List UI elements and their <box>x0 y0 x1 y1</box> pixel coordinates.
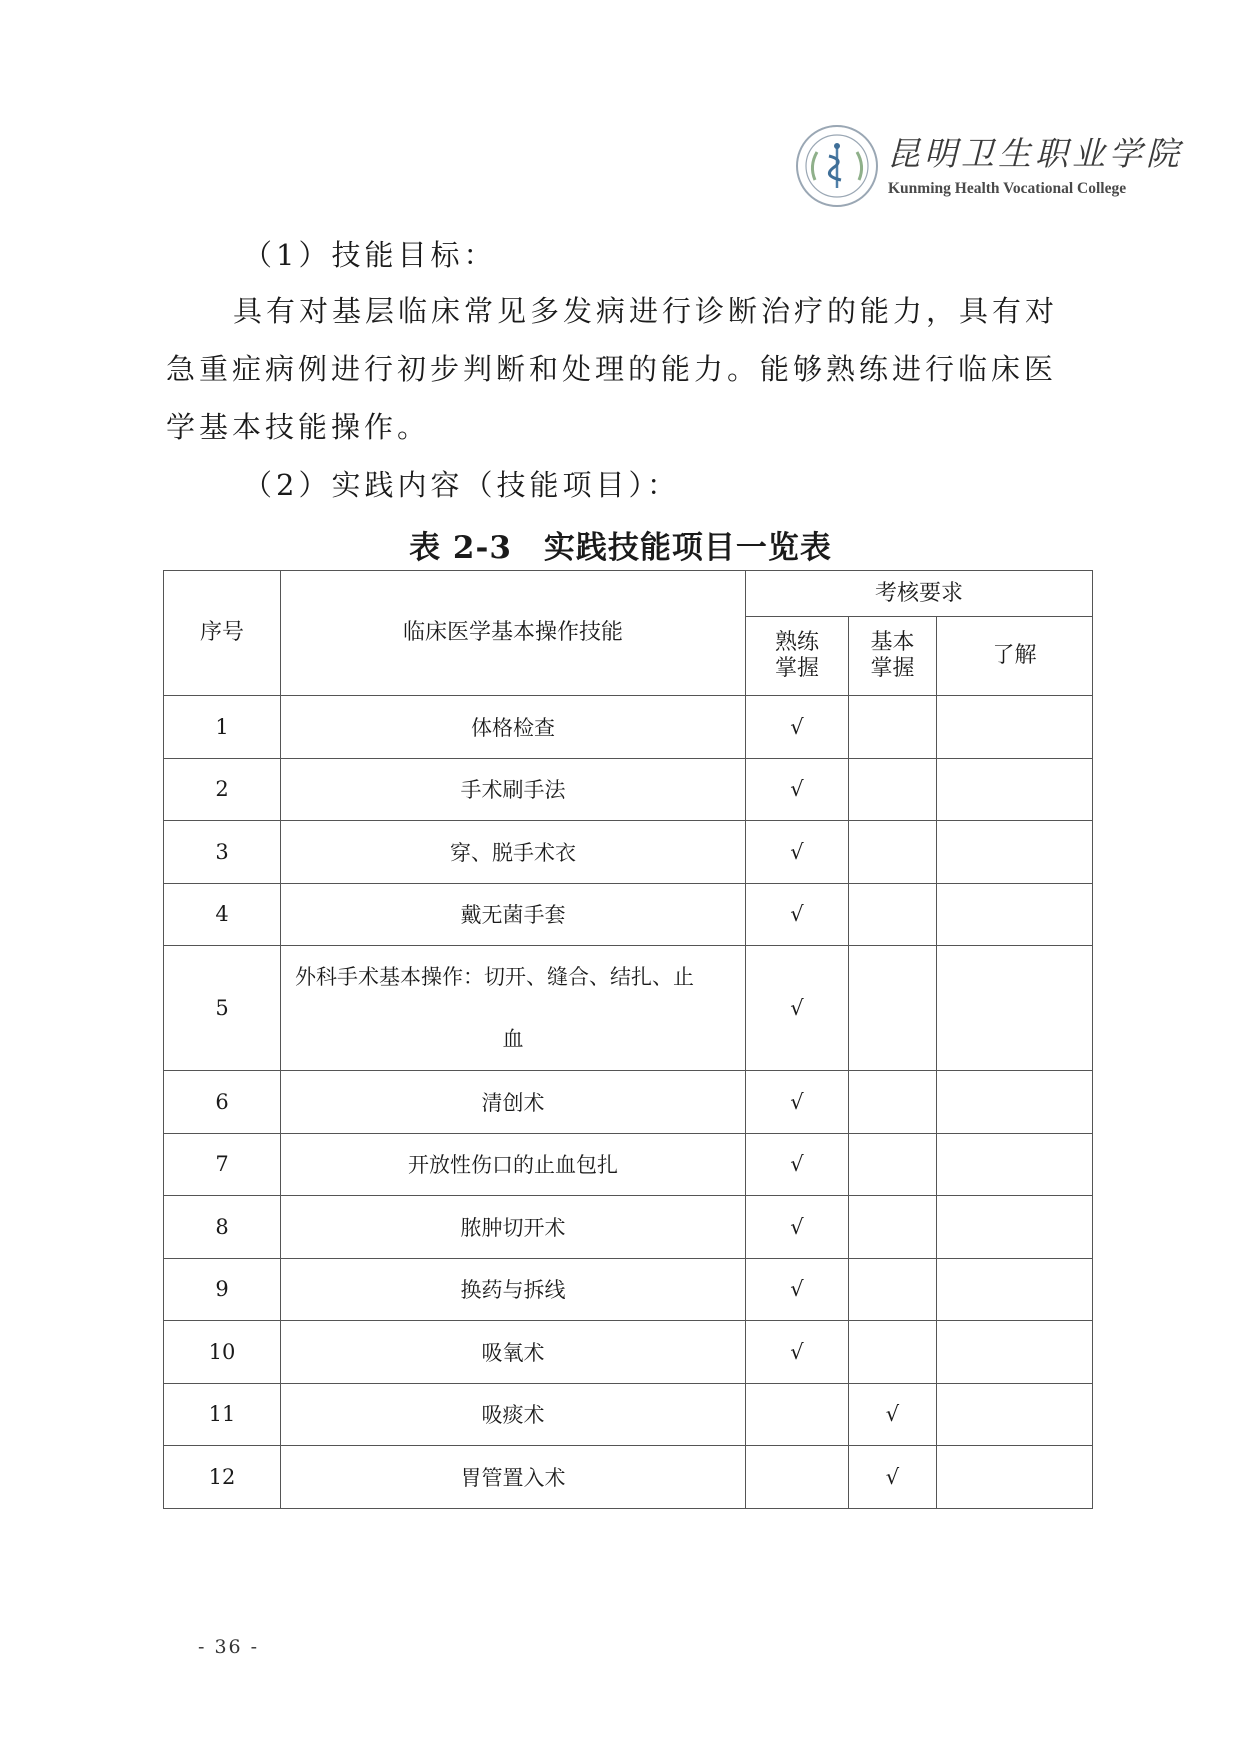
row-basic-mark <box>849 946 937 1071</box>
row-skill <box>281 946 746 1071</box>
table-row <box>164 1258 1093 1321</box>
row-number: 1 <box>164 696 281 759</box>
row-proficient-mark: √ <box>746 821 849 884</box>
row-number: 2 <box>164 758 281 821</box>
row-skill: 脓肿切开术 <box>281 1196 746 1259</box>
table-row <box>164 883 1093 946</box>
skill-goal-heading: （1）技能目标： <box>243 238 497 272</box>
row-number: 10 <box>164 1321 281 1384</box>
row-skill: 吸痰术 <box>281 1383 746 1446</box>
header-basic-line2: 掌握 <box>870 656 915 681</box>
row-basic-mark <box>849 821 937 884</box>
row-skill: 体格检查 <box>281 696 746 759</box>
row-basic-mark <box>849 696 937 759</box>
row-basic-mark <box>849 1321 937 1384</box>
header-basic-line1: 基本 <box>870 630 915 655</box>
row-proficient-mark: √ <box>746 758 849 821</box>
row-proficient-mark: √ <box>746 1258 849 1321</box>
college-seal-icon <box>795 124 879 208</box>
table-row <box>164 696 1093 759</box>
row-skill: 戴无菌手套 <box>281 883 746 946</box>
page-number: - 36 - <box>198 1636 260 1658</box>
row-skill: 穿、脱手术衣 <box>281 821 746 884</box>
row-understand-mark <box>937 1258 1093 1321</box>
header-index: 序号 <box>164 571 281 696</box>
row-understand-mark <box>937 1446 1093 1509</box>
row-number: 7 <box>164 1133 281 1196</box>
row-number: 11 <box>164 1383 281 1446</box>
row-basic-mark <box>849 1071 937 1134</box>
row-number: 6 <box>164 1071 281 1134</box>
table-row <box>164 758 1093 821</box>
table-row <box>164 1133 1093 1196</box>
table-row <box>164 1446 1093 1509</box>
header-basic <box>849 617 937 696</box>
row-skill: 清创术 <box>281 1071 746 1134</box>
row-number: 9 <box>164 1258 281 1321</box>
row-proficient-mark <box>746 1446 849 1509</box>
skill-goal-line-3: 学基本技能操作。 <box>166 410 431 444</box>
skill-goal-line-2: 急重症病例进行初步判断和处理的能力。能够熟练进行临床医 <box>166 352 1058 386</box>
row-proficient-mark: √ <box>746 1196 849 1259</box>
row-skill: 吸氧术 <box>281 1321 746 1384</box>
header-skill: 临床医学基本操作技能 <box>281 571 746 696</box>
row-understand-mark <box>937 1071 1093 1134</box>
row-number: 8 <box>164 1196 281 1259</box>
row-skill-line1: 外科手术基本操作：切开、缝合、结扎、止 <box>295 965 694 989</box>
row-skill: 手术刷手法 <box>281 758 746 821</box>
row-basic-mark: √ <box>849 1383 937 1446</box>
row-proficient-mark: √ <box>746 883 849 946</box>
practice-heading: （2）实践内容（技能项目）： <box>243 468 680 502</box>
skill-goal-line-1: 具有对基层临床常见多发病进行诊断治疗的能力，具有对 <box>233 294 1059 328</box>
row-number: 12 <box>164 1446 281 1509</box>
row-understand-mark <box>937 1383 1093 1446</box>
row-proficient-mark <box>746 1383 849 1446</box>
table-row <box>164 1321 1093 1384</box>
header-proficient <box>746 617 849 696</box>
row-skill: 胃管置入术 <box>281 1446 746 1509</box>
row-proficient-mark: √ <box>746 1321 849 1384</box>
row-basic-mark <box>849 883 937 946</box>
row-skill: 换药与拆线 <box>281 1258 746 1321</box>
row-number: 5 <box>164 946 281 1071</box>
college-logo <box>795 124 1183 208</box>
table-row <box>164 946 1093 1071</box>
row-understand-mark <box>937 696 1093 759</box>
college-name-en: Kunming Health Vocational College <box>888 180 1127 197</box>
row-number: 3 <box>164 821 281 884</box>
row-skill: 开放性伤口的止血包扎 <box>281 1133 746 1196</box>
row-understand-mark <box>937 1196 1093 1259</box>
row-basic-mark <box>849 1196 937 1259</box>
row-proficient-mark: √ <box>746 1071 849 1134</box>
table-row <box>164 1196 1093 1259</box>
row-understand-mark <box>937 883 1093 946</box>
row-understand-mark <box>937 946 1093 1071</box>
header-proficient-line2: 掌握 <box>774 656 819 681</box>
table-caption: 表 2-3 实践技能项目一览表 <box>409 530 832 566</box>
row-basic-mark: √ <box>849 1446 937 1509</box>
row-understand-mark <box>937 1321 1093 1384</box>
row-basic-mark <box>849 1258 937 1321</box>
table-row <box>164 1383 1093 1446</box>
header-requirement: 考核要求 <box>746 571 1093 617</box>
row-understand-mark <box>937 821 1093 884</box>
table-row <box>164 821 1093 884</box>
row-understand-mark <box>937 758 1093 821</box>
row-number: 4 <box>164 883 281 946</box>
row-basic-mark <box>849 758 937 821</box>
header-proficient-line1: 熟练 <box>774 630 819 655</box>
header-understand: 了解 <box>937 617 1093 696</box>
row-skill-line2: 血 <box>502 1027 524 1051</box>
row-proficient-mark: √ <box>746 946 849 1071</box>
row-proficient-mark: √ <box>746 696 849 759</box>
table-row <box>164 1071 1093 1134</box>
college-name-cn: 昆明卫生职业学院 <box>887 134 1183 173</box>
skills-table <box>163 570 1093 1509</box>
row-understand-mark <box>937 1133 1093 1196</box>
row-basic-mark <box>849 1133 937 1196</box>
row-proficient-mark: √ <box>746 1133 849 1196</box>
